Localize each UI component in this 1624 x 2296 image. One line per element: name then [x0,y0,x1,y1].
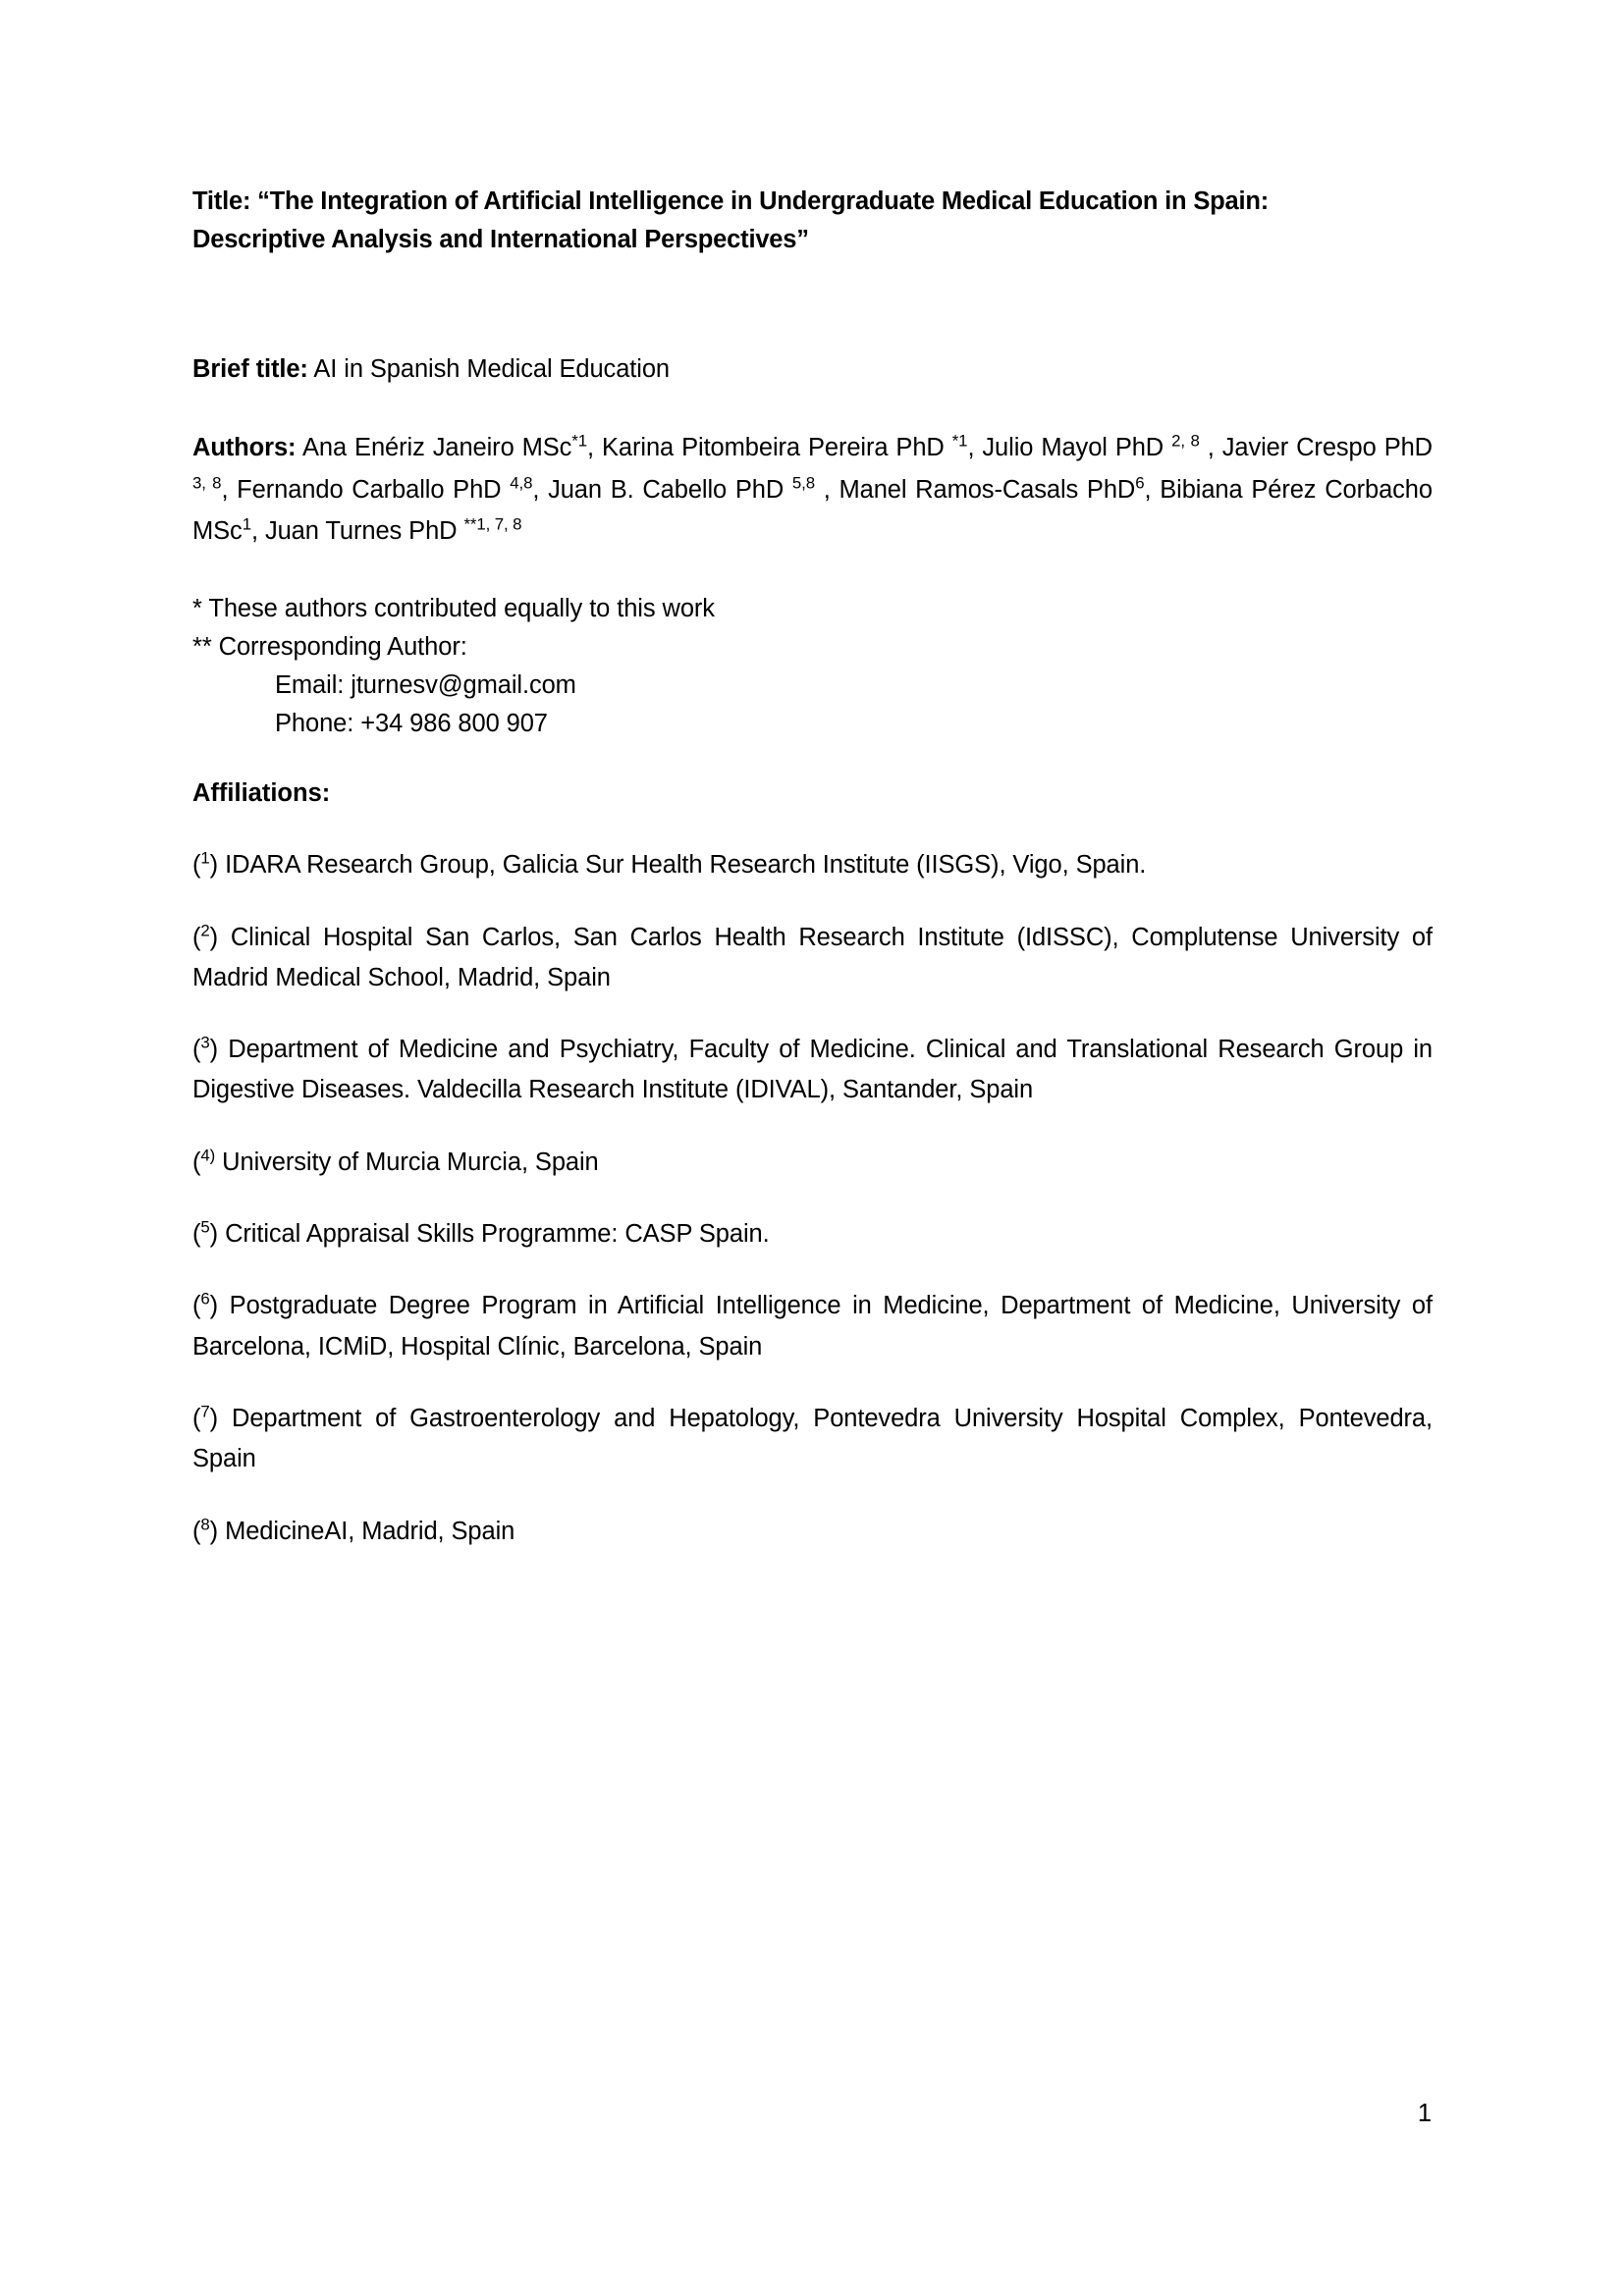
affiliation-marker: ($^6$) [192,1289,219,1320]
author-affiliation-marks: **1, 7, 8 [463,514,522,534]
spacer [192,390,1433,427]
brief-title [192,349,1433,390]
author-affiliation-marks: *1 [571,431,588,451]
brief-title-label: Brief title: [192,354,308,383]
spacer [192,553,1433,590]
authors-names: Ana Enériz Janeiro MSc$^{*1}$, Karina Pitombeira Pereira PhD $^{*1}$, Julio Mayol PhD $^{2, 8}$ , Javier Crespo PhD $^{3, 8}$, Fernando Carballo PhD $^{4,8}$, Juan B. Cabello PhD $^{5,8}$ , Manel Ramos-Casals PhD$^6$, Bibiana Pérez Corbacho MSc$^1$, Juan Turnes PhD $^{**1, 7, 8}$ [192,431,1433,546]
affiliation-item [192,1214,1433,1255]
affiliation-text: MedicineAI, Madrid, Spain [225,1517,515,1545]
author-name: Bibiana Pérez Corbacho MSc [192,475,1433,546]
affiliation-item [192,1286,1433,1367]
author-entry [982,431,1200,461]
author-entry [839,473,1145,504]
authors-label: Authors: [192,433,297,461]
affiliation-item [192,1143,1433,1183]
author-name: Javier Crespo PhD [1221,433,1433,461]
corresponding-phone [192,705,1433,743]
page-number: 1 [1417,2100,1432,2127]
affiliation-marker: ($^8$) [192,1515,219,1545]
spacer [192,1367,1433,1399]
affiliations-heading: Affiliations: [192,779,331,808]
authors-list [192,427,1433,553]
brief-title-value: AI in Spanish Medical Education [313,354,671,383]
affiliation-marker: ($^{4)}$ [192,1146,216,1176]
document-content [192,183,1433,1552]
author-entry [264,514,522,546]
affiliation-marker: ($^2$) [192,921,219,951]
author-name: Manel Ramos-Casals PhD [839,475,1136,504]
affiliation-text: Department of Medicine and Psychiatry, Faculty of Medicine. Clinical and Translational Research Group in Digestive Diseases. Valdecilla Research Institute (IDIVAL), Santander, Spain [192,1036,1433,1104]
affiliation-text: University of Murcia Murcia, Spain [222,1148,599,1176]
spacer [192,1255,1433,1286]
spacer [192,1183,1433,1214]
author-affiliation-marks: 2, 8 [1171,431,1200,451]
affiliation-marker: ($^7$) [192,1402,219,1432]
author-entry [602,431,968,461]
author-affiliation-marks: 6 [1135,473,1145,493]
spacer [192,808,1433,845]
author-name: Juan Turnes PhD [264,517,464,546]
affiliations-list [192,845,1433,1552]
spacer [192,1111,1433,1143]
spacer [192,998,1433,1030]
spacer [192,886,1433,918]
author-affiliation-marks: 1 [242,514,251,534]
author-affiliation-marks: 3, 8 [192,473,222,493]
affiliation-item [192,1399,1433,1480]
spacer [192,259,1433,349]
affiliation-text: Clinical Hospital San Carlos, San Carlos Health Research Institute (IdISSC), Complutense University of Madrid Medical School, Madrid, Spain [192,923,1433,991]
affiliation-marker: ($^1$) [192,848,219,880]
affiliation-text: Department of Gastroenterology and Hepatology, Pontevedra University Hospital Complex, Pontevedra, Spain [192,1404,1433,1473]
affiliation-item [192,845,1433,885]
author-entry [548,473,815,504]
corresponding-email [192,667,1433,705]
title-text: Title: “The Integration of Artificial Intelligence in Undergraduate Medical Education in Spain: Descriptive Analysis and International Perspectives” [192,187,1270,253]
email-value: jturnesv@gmail.com [351,670,576,699]
author-entry [302,431,588,461]
affiliation-text: Critical Appraisal Skills Programme: CASP Spain. [225,1220,770,1249]
author-entry [237,473,533,504]
affiliation-text: IDARA Research Group, Galicia Sur Health Research Institute (IISGS), Vigo, Spain. [225,851,1147,880]
author-name: Karina Pitombeira Pereira PhD [602,433,952,461]
phone-value: +34 986 800 907 [360,709,548,737]
email-label: Email: [275,670,345,699]
author-affiliation-marks: *1 [951,431,968,451]
author-name: Juan B. Cabello PhD [548,475,792,504]
affiliation-item [192,1030,1433,1111]
affiliation-item [192,918,1433,999]
page-title [192,183,1351,259]
affiliation-marker: ($^5$) [192,1217,219,1249]
spacer [192,742,1433,779]
corresponding-author-note: ** Corresponding Author: [192,633,467,662]
affiliation-item [192,1512,1433,1552]
author-name: Ana Enériz Janeiro MSc [302,433,572,461]
phone-label: Phone: [275,709,354,737]
author-name: Julio Mayol PhD [982,433,1172,461]
spacer [192,1480,1433,1512]
author-name: Fernando Carballo PhD [237,475,511,504]
affiliation-marker: ($^3$) [192,1033,219,1064]
author-affiliation-marks: 4,8 [510,473,533,493]
author-affiliation-marks: 5,8 [791,473,815,493]
affiliation-text: Postgraduate Degree Program in Artificial Intelligence in Medicine, Department of Medicine, University of Barcelona, ICMiD, Hospital Clínic, Barcelona, Spain [192,1292,1433,1361]
author-notes [192,590,1433,742]
equal-contribution-note: * These authors contributed equally to this work [192,595,715,623]
